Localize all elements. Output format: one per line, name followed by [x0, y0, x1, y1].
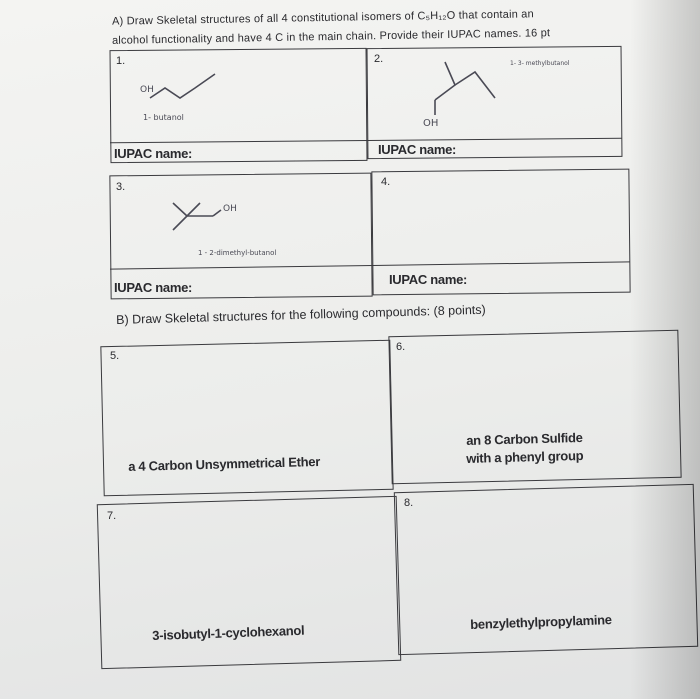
- box-5-number: 5.: [110, 350, 120, 362]
- box-8-number: 8.: [404, 497, 414, 509]
- box-1-handwritten-name: 1- butanol: [143, 113, 184, 122]
- box-6-number: 6.: [396, 341, 406, 353]
- box-7-number: 7.: [107, 510, 117, 522]
- box-2-iupac-label: IUPAC name:: [378, 142, 457, 157]
- structure-3-oh-label: OH: [223, 204, 237, 214]
- section-a-instructions-line2: alcohol functionality and have 4 C in the main chain. Provide their IUPAC names. 16 pt: [111, 27, 551, 47]
- section-a-instructions-line1: A) Draw Skeletal structures of all 4 constitutional isomers of C₅H₁₂O that contain an: [111, 8, 534, 28]
- box-2-number: 2.: [374, 53, 384, 65]
- structure-1-oh-label: OH: [140, 85, 154, 95]
- box-8-compound-name: benzylethylpropylamine: [470, 612, 612, 632]
- box-7-compound-name: 3-isobutyl-1-cyclohexanol: [152, 622, 305, 643]
- box-3-handwritten-name: 1 - 2-dimethyl-butanol: [198, 249, 277, 257]
- box-1-iupac-label: IUPAC name:: [114, 146, 193, 161]
- box-1-number: 1.: [116, 55, 126, 67]
- box-4-number: 4.: [381, 176, 391, 188]
- box-4-iupac-label: IUPAC name:: [389, 272, 468, 287]
- box-6-compound-name-line1: an 8 Carbon Sulfide: [466, 429, 583, 448]
- box-2-handwritten-name: 1- 3- methylbutanol: [510, 60, 570, 67]
- section-b-instructions: B) Draw Skeletal structures for the following compounds: (8 points): [116, 302, 486, 327]
- structure-2-oh-label: OH: [423, 118, 439, 129]
- box-6-compound-name-line2: with a phenyl group: [466, 447, 584, 466]
- answer-box-8[interactable]: [394, 484, 698, 655]
- box-3-number: 3.: [116, 181, 126, 193]
- box-3-iupac-label: IUPAC name:: [114, 280, 193, 295]
- structure-1-butanol: [140, 70, 230, 110]
- box-5-compound-name: a 4 Carbon Unsymmetrical Ether: [128, 453, 321, 474]
- answer-box-7[interactable]: [97, 496, 401, 669]
- structure-2-methylbutanol: [420, 60, 510, 120]
